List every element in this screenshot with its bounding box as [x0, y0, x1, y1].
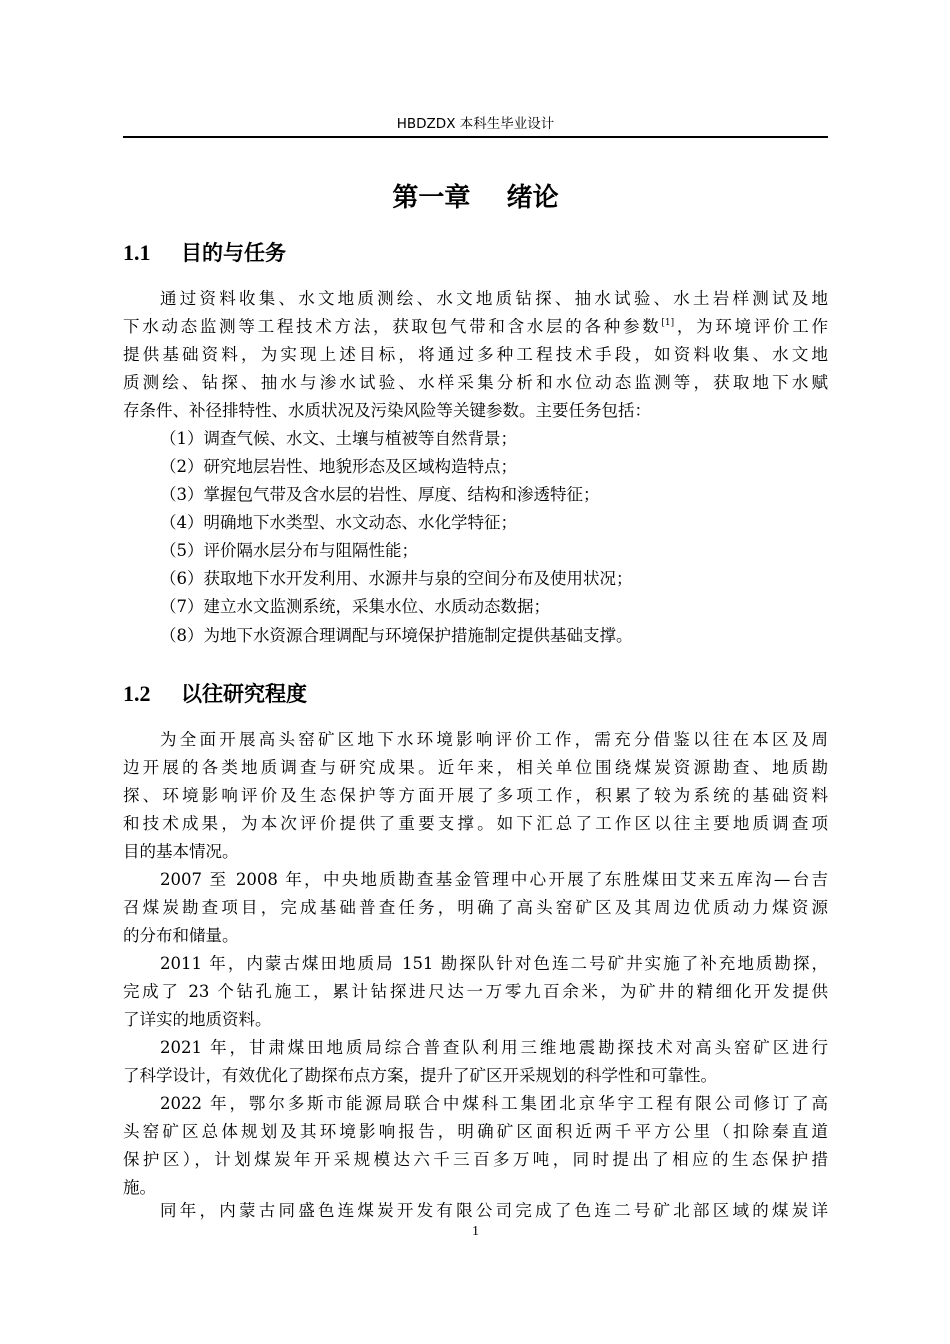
paragraph-text: 下水动态监测等工程技术方法，获取包气带和含水层的各种参数: [123, 317, 662, 336]
task-item: （7）建立水文监测系统，采集水位、水质动态数据；: [160, 597, 550, 616]
paragraph-line: 保护区），计划煤炭年开采规模达六千三百多万吨，同时提出了相应的生态保护措: [123, 1150, 828, 1169]
paragraph-line: 探、环境影响评价及生态保护等方面开展了多项工作，积累了较为系统的基础资料: [123, 786, 828, 805]
header-rule: [123, 136, 828, 138]
paragraph-text: ，为环境评价工作: [674, 317, 829, 336]
paragraph-line: [123, 315, 828, 339]
paragraph-line: 完成了 23 个钻孔施工，累计钻探进尺达一万零九百余米，为矿井的精细化开发提供: [123, 982, 828, 1001]
paragraph-line: 了详实的地质资料。: [123, 1010, 272, 1029]
page-number: 1: [472, 1224, 479, 1239]
paragraph-line: 为全面开展高头窑矿区地下水环境影响评价工作，需充分借鉴以往在本区及周: [160, 730, 828, 749]
paragraph-line: 头窑矿区总体规划及其环境影响报告，明确矿区面积近两千平方公里（扣除秦直道: [123, 1122, 828, 1141]
paragraph-line: 目的基本情况。: [123, 842, 239, 861]
paragraph-line: 2021 年，甘肃煤田地质局综合普查队利用三维地震勘探技术对高头窑矿区进行: [160, 1038, 828, 1057]
paragraph-line: 的分布和储量。: [123, 926, 239, 945]
section-title: 以往研究程度: [181, 682, 307, 706]
paragraph-line: 2007 至 2008 年，中央地质勘查基金管理中心开展了东胜煤田艾来五库沟—台吉: [160, 870, 828, 889]
running-header: HBDZDX 本科生毕业设计: [396, 116, 555, 132]
paragraph-line: 存条件、补径排特性、水质状况及污染风险等关键参数。主要任务包括：: [123, 401, 651, 420]
task-item: （4）明确地下水类型、水文动态、水化学特征；: [160, 513, 517, 532]
section-title: 目的与任务: [181, 241, 286, 265]
section-heading-1-2: [123, 679, 828, 709]
citation-mark[interactable]: [1]: [661, 318, 675, 328]
task-item: （5）评价隔水层分布与阻隔性能；: [160, 541, 418, 560]
paragraph-line: 2011 年，内蒙古煤田地质局 151 勘探队针对色连二号矿井实施了补充地质勘探，: [160, 954, 828, 973]
section-heading-1-1: [123, 238, 828, 268]
paragraph-line: 同年，内蒙古同盛色连煤炭开发有限公司完成了色连二号矿北部区域的煤炭详: [160, 1201, 828, 1220]
task-item: （3）掌握包气带及含水层的岩性、厚度、结构和渗透特征；: [160, 485, 600, 504]
paragraph-line: 提供基础资料，为实现上述目标，将通过多种工程技术手段，如资料收集、水文地: [123, 345, 828, 364]
task-item: （6）获取地下水开发利用、水源井与泉的空间分布及使用状况；: [160, 569, 633, 588]
chapter-title: 第一章 绪论: [392, 183, 559, 213]
section-number: 1.2: [123, 681, 151, 706]
task-item: （2）研究地层岩性、地貌形态及区域构造特点；: [160, 457, 517, 476]
task-item: （1）调查气候、水文、土壤与植被等自然背景；: [160, 429, 517, 448]
paragraph-line: 质测绘、钻探、抽水与渗水试验、水样采集分析和水位动态监测等，获取地下水赋: [123, 373, 828, 392]
section-number: 1.1: [123, 240, 151, 265]
paragraph-line: 召煤炭勘查项目，完成基础普查任务，明确了高头窑矿区及其周边优质动力煤资源: [123, 898, 828, 917]
paragraph-line: 边开展的各类地质调查与研究成果。近年来，相关单位围绕煤炭资源勘查、地质勘: [123, 758, 828, 777]
paragraph-line: 和技术成果，为本次评价提供了重要支撑。如下汇总了工作区以往主要地质调查项: [123, 814, 828, 833]
paragraph-line: 了科学设计，有效优化了勘探布点方案，提升了矿区开采规划的科学性和可靠性。: [123, 1066, 717, 1085]
paragraph-line: 2022 年，鄂尔多斯市能源局联合中煤科工集团北京华宇工程有限公司修订了高: [160, 1094, 828, 1113]
paragraph-line: 施。: [123, 1178, 156, 1197]
task-item: （8）为地下水资源合理调配与环境保护措施制定提供基础支撑。: [160, 626, 633, 645]
paragraph-line: 通过资料收集、水文地质测绘、水文地质钻探、抽水试验、水土岩样测试及地: [160, 289, 828, 308]
